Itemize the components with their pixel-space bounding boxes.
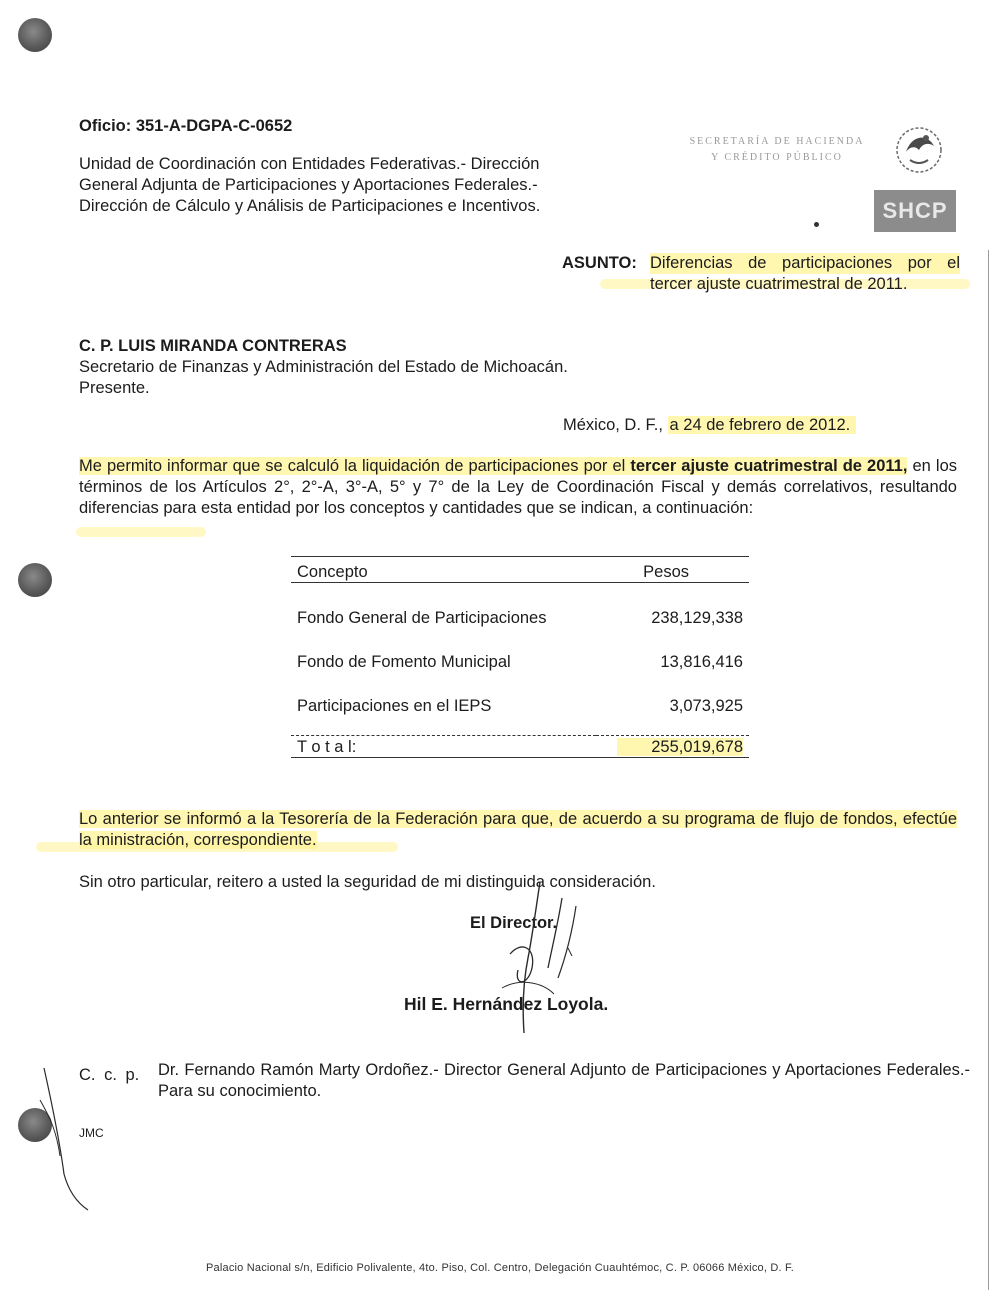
table-header-row <box>291 557 749 583</box>
total-amount <box>596 736 749 758</box>
total-label: T o t a l: <box>291 736 596 758</box>
body-paragraph-2 <box>79 809 957 851</box>
unidad-block <box>79 154 619 217</box>
punch-hole-top <box>18 18 52 52</box>
header-concept: Concepto <box>291 557 596 583</box>
letterhead-text <box>672 134 882 166</box>
punch-hole-middle <box>18 563 52 597</box>
handwritten-signature <box>492 878 592 1043</box>
asunto-line-1: Diferencias de participaciones por el <box>650 254 960 272</box>
body-paragraph-1 <box>79 456 957 519</box>
table-row <box>291 628 749 672</box>
recipient-presente: Presente. <box>79 379 150 397</box>
date-place: México, D. F., <box>563 416 663 434</box>
date-value: a 24 de febrero de 2012. <box>668 416 857 434</box>
letterhead-line-2: Y CRÉDITO PÚBLICO <box>711 152 843 163</box>
body-paragraph-3: Sin otro particular, reitero a usted la seguridad de mi distinguida consideración. <box>79 873 656 891</box>
amounts-table-wrapper <box>291 556 749 758</box>
recipient-block <box>79 336 568 399</box>
unidad-line-2: General Adjunta de Participaciones y Aportaciones Federales.- <box>79 176 538 194</box>
p2-text: Lo anterior se informó a la Tesorería de la Federación para que, de acuerdo a su programa de flujo de fondos, efectúe la ministración, correspondiente. <box>79 810 957 849</box>
initials: JMC <box>79 1126 104 1140</box>
table-total-row <box>291 736 749 758</box>
signature-role: El Director. <box>470 914 558 932</box>
total-amount-value: 255,019,678 <box>617 738 743 756</box>
row-concept: Fondo General de Participaciones <box>297 609 547 627</box>
highlight-p1-bottom <box>76 527 206 537</box>
recipient-name: C. P. LUIS MIRANDA CONTRERAS <box>79 337 347 355</box>
asunto-label: ASUNTO: <box>562 254 637 272</box>
letterhead-line-1: SECRETARÍA DE HACIENDA <box>689 136 865 147</box>
unidad-line-3: Dirección de Cálculo y Análisis de Participaciones e Incentivos. <box>79 197 541 215</box>
row-concept: Fondo de Fomento Municipal <box>297 653 511 671</box>
table-row <box>291 583 749 629</box>
footer-address: Palacio Nacional s/n, Edificio Polivalente, 4to. Piso, Col. Centro, Delegación Cuauhtémoc, C. P. 06066 México, D. F. <box>206 1262 794 1274</box>
oficio-number: Oficio: 351-A-DGPA-C-0652 <box>79 117 293 135</box>
p1-rest: en los términos de los Artículos 2°, 2°-A, 3°-A, 5° y 7° de la Ley de Coordinación Fiscal y demás correlativos, resultando diferencias para esta entidad por los conceptos y cantidades que se indican, a continuación: <box>79 457 957 517</box>
row-concept: Participaciones en el IEPS <box>297 697 492 715</box>
asunto-text <box>650 253 960 295</box>
shcp-logo-text: SHCP <box>882 198 948 223</box>
date-line <box>563 415 856 436</box>
row-amount: 3,073,925 <box>669 697 743 715</box>
ccp-label: C. c. p. <box>79 1066 140 1084</box>
asunto-line-2: tercer ajuste cuatrimestral de 2011. <box>650 275 908 293</box>
recipient-title: Secretario de Finanzas y Administración del Estado de Michoacán. <box>79 358 568 376</box>
p1-intro: Me permito informar que se calculó la liquidación de participaciones por el <box>79 457 631 475</box>
header-amount: Pesos <box>596 557 749 583</box>
shcp-logo-box <box>874 190 956 232</box>
eagle-seal-icon <box>888 120 950 183</box>
page-edge-line <box>988 250 989 1290</box>
amounts-table <box>291 557 749 758</box>
margin-initial-mark <box>30 1064 100 1219</box>
p1-bold: tercer ajuste cuatrimestral de 2011, <box>630 457 908 475</box>
ccp-text: Dr. Fernando Ramón Marty Ordoñez.- Director General Adjunto de Participaciones y Aportaciones Federales.- Para su conocimiento. <box>158 1061 970 1100</box>
row-amount: 238,129,338 <box>651 609 743 627</box>
signature-name: Hil E. Hernández Loyola. <box>404 994 609 1014</box>
row-amount: 13,816,416 <box>660 653 743 671</box>
unidad-line-1: Unidad de Coordinación con Entidades Federativas.- Dirección <box>79 155 540 173</box>
dot-mark <box>814 222 819 227</box>
table-row <box>291 672 749 736</box>
